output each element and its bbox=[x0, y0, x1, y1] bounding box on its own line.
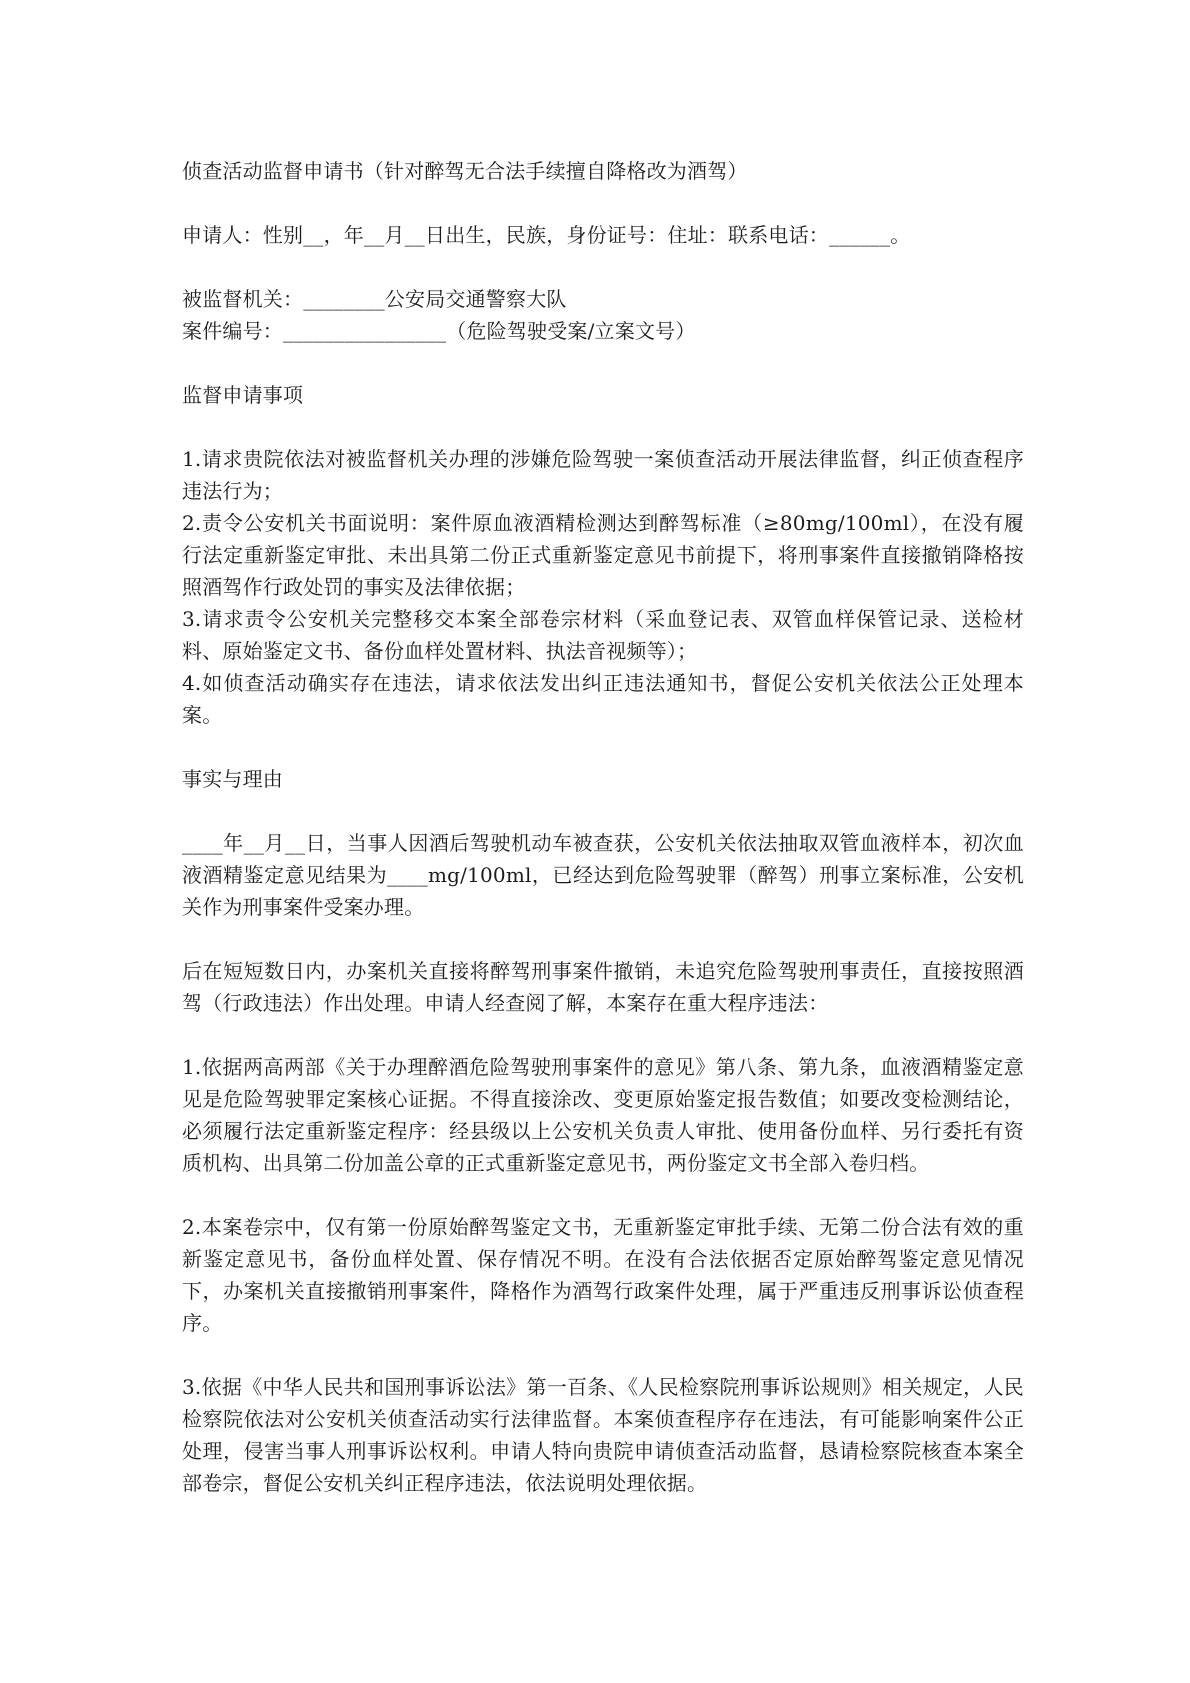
request-item: 1.请求贵院依法对被监督机关办理的涉嫌危险驾驶一案侦查活动开展法律监督，纠正侦查程序违法行为； bbox=[182, 447, 1024, 503]
facts-paragraph: 1.依据两高两部《关于办理醉酒危险驾驶刑事案件的意见》第八条、第九条，血液酒精鉴定意见是危险驾驶罪定案核心证据。不得直接涂改、变更原始鉴定报告数值；如要改变检测结论，必须履行法定重新鉴定程序：经县级以上公安机关负责人审批、使用备份血样、另行委托有资质机构、出具第二份加盖公章的正式重新鉴定意见书，两份鉴定文书全部入卷归档。 bbox=[182, 1055, 1024, 1175]
request-section-heading: 监督申请事项 bbox=[182, 383, 304, 407]
facts-paragraph: 后在短短数日内，办案机关直接将醉驾刑事案件撤销，未追究危险驾驶刑事责任，直接按照酒驾（行政违法）作出处理。申请人经查阅了解，本案存在重大程序违法： bbox=[182, 959, 1024, 1015]
applicant-line: 申请人：性别__，年__月__日出生，民族，身份证号：住址：联系电话：______。 bbox=[182, 223, 911, 247]
facts-paragraph: 3.依据《中华人民共和国刑事诉讼法》第一百条、《人民检察院刑事诉讼规则》相关规定，人民检察院依法对公安机关侦查活动实行法律监督。本案侦查程序存在违法，有可能影响案件公正处理，侵害当事人刑事诉讼权利。申请人特向贵院申请侦查活动监督，恳请检察院核查本案全部卷宗，督促公安机关纠正程序违法，依法说明处理依据。 bbox=[182, 1375, 1024, 1495]
document-body bbox=[182, 155, 1024, 1499]
facts-section-heading: 事实与理由 bbox=[182, 767, 283, 791]
document-title: 侦查活动监督申请书（针对醉驾无合法手续擅自降格改为酒驾） bbox=[182, 159, 748, 183]
request-item: 4.如侦查活动确实存在违法，请求依法发出纠正违法通知书，督促公安机关依法公正处理本案。 bbox=[182, 671, 1024, 727]
case-number-line: 案件编号：________________（危险驾驶受案/立案文号） bbox=[182, 319, 696, 343]
facts-paragraph: 2.本案卷宗中，仅有第一份原始醉驾鉴定文书，无重新鉴定审批手续、无第二份合法有效的重新鉴定意见书，备份血样处置、保存情况不明。在没有合法依据否定原始醉驾鉴定意见情况下，办案机关直接撤销刑事案件，降格作为酒驾行政案件处理，属于严重违反刑事诉讼侦查程序。 bbox=[182, 1215, 1024, 1335]
facts-paragraph: ____年__月__日，当事人因酒后驾驶机动车被查获，公安机关依法抽取双管血液样本，初次血液酒精鉴定意见结果为____mg/100ml，已经达到危险驾驶罪（醉驾）刑事立案标准，公安机关作为刑事案件受案办理。 bbox=[182, 831, 1024, 919]
request-item: 3.请求责令公安机关完整移交本案全部卷宗材料（采血登记表、双管血样保管记录、送检材料、原始鉴定文书、备份血样处置材料、执法音视频等）； bbox=[182, 607, 1024, 663]
supervised-organ-line: 被监督机关：________公安局交通警察大队 bbox=[182, 287, 567, 311]
request-item: 2.责令公安机关书面说明：案件原血液酒精检测达到醉驾标准（≥80mg/100ml），在没有履行法定重新鉴定审批、未出具第二份正式重新鉴定意见书前提下，将刑事案件直接撤销降格按照酒驾作行政处罚的事实及法律依据； bbox=[182, 511, 1024, 599]
